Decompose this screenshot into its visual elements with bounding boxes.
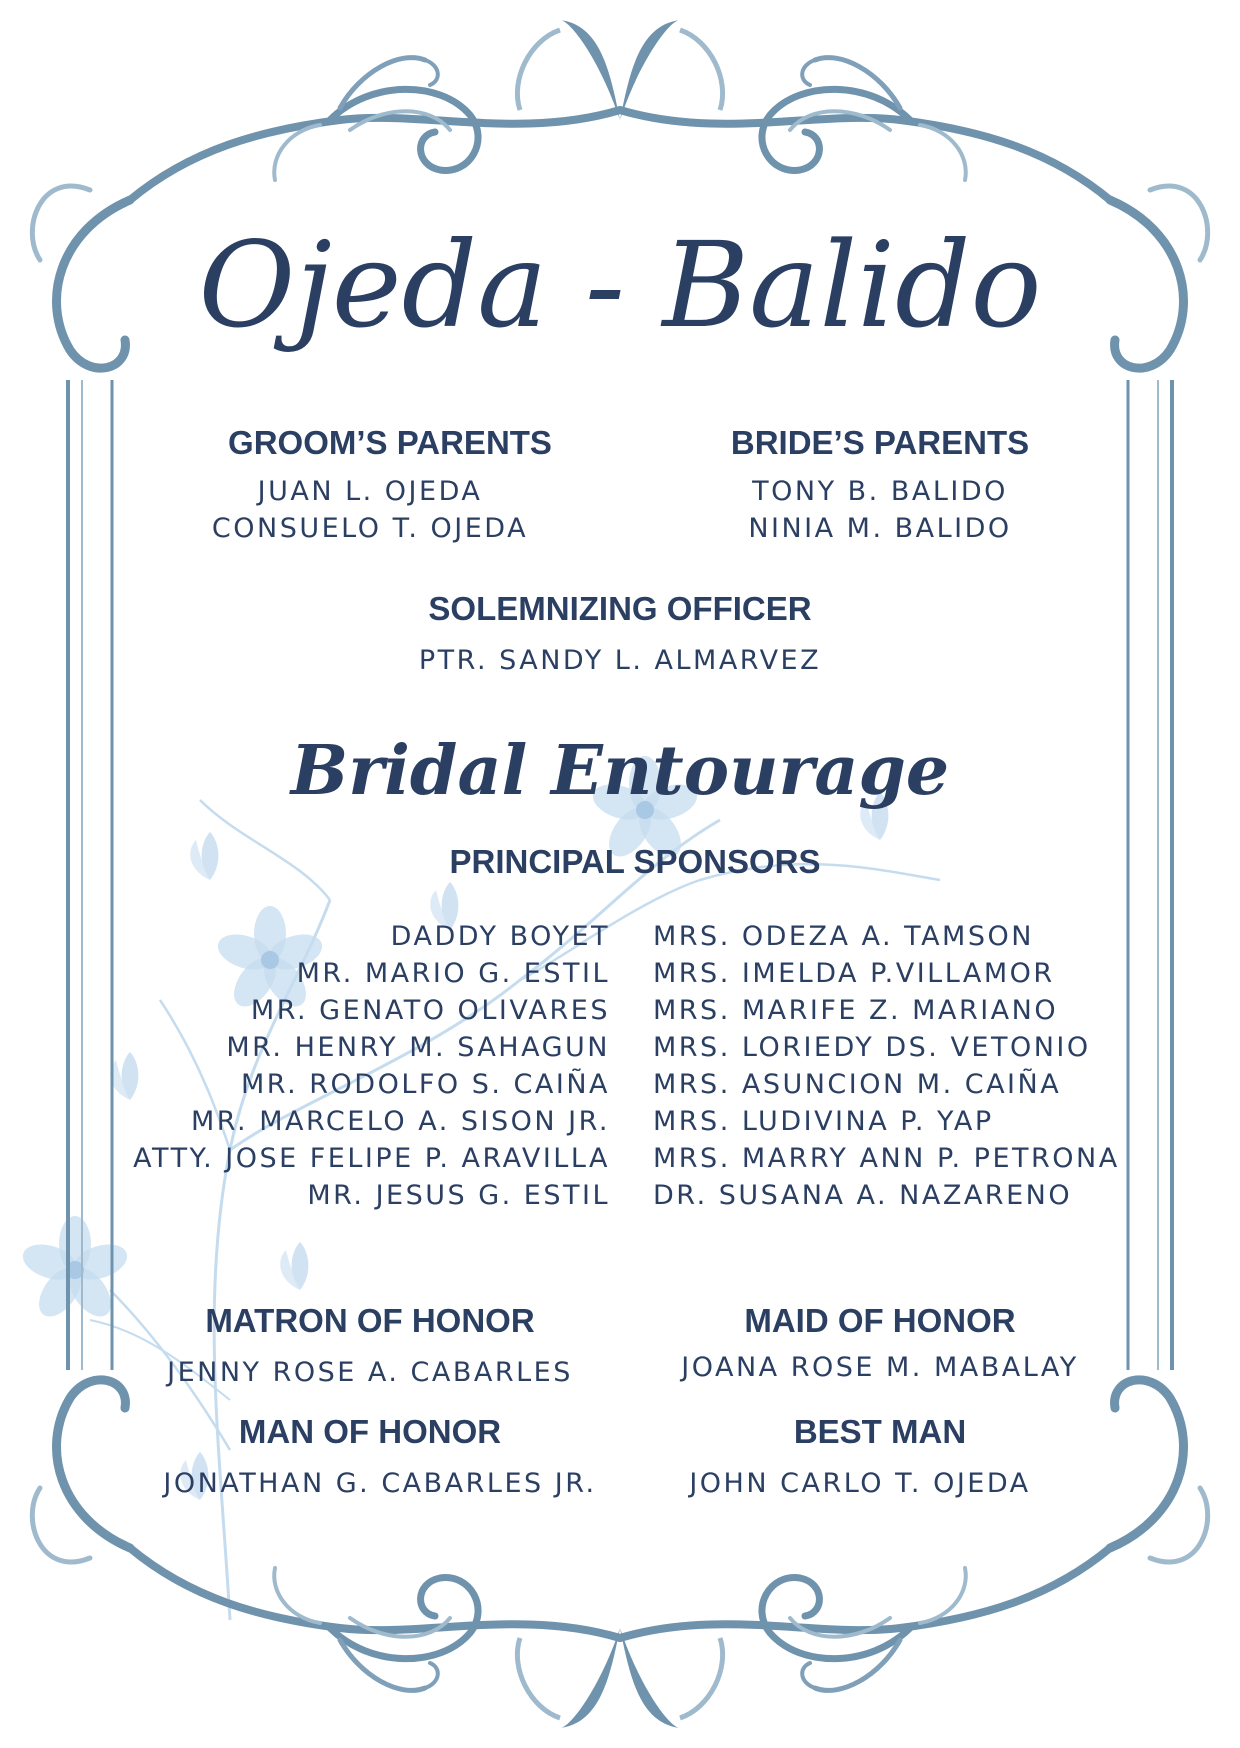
sponsor-name: MR. GENATO OLIVARES	[250, 995, 610, 1026]
best-man-name: JOHN CARLO T. OJEDA	[689, 1468, 1031, 1499]
groom-parent-name: JUAN L. OJEDA	[257, 476, 483, 507]
sponsor-name: MRS. LUDIVINA P. YAP	[653, 1106, 994, 1137]
groom-parent-name: CONSUELO T. OJEDA	[211, 513, 529, 544]
man-of-honor-heading: MAN OF HONOR	[238, 1413, 502, 1450]
sponsor-name: MRS. IMELDA P.VILLAMOR	[653, 958, 1055, 989]
sponsor-name: DR. SUSANA A. NAZARENO	[653, 1180, 1073, 1211]
sponsor-name: MR. MARIO G. ESTIL	[296, 958, 610, 989]
bride-parent-name: NINIA M. BALIDO	[748, 513, 1012, 544]
sponsor-name: MRS. ODEZA A. TAMSON	[653, 921, 1034, 952]
bride-parents-heading: BRIDE’S PARENTS	[730, 424, 1030, 461]
bride-parent-name: TONY B. BALIDO	[752, 476, 1008, 507]
sponsor-name: MRS. ASUNCION M. CAIÑA	[653, 1069, 1062, 1100]
couple-title: Ojeda - Balido	[198, 216, 1042, 354]
sponsor-name: MR. HENRY M. SAHAGUN	[226, 1032, 610, 1063]
solemnizing-officer-heading: SOLEMNIZING OFFICER	[428, 590, 812, 627]
sponsor-name: MR. MARCELO A. SISON JR.	[190, 1106, 610, 1137]
best-man-heading: BEST MAN	[793, 1413, 967, 1450]
sponsors-left-column	[110, 918, 610, 1214]
man-of-honor-name: JONATHAN G. CABARLES JR.	[163, 1468, 597, 1499]
sponsors-right-column	[653, 918, 1123, 1214]
maid-of-honor-heading: MAID OF HONOR	[744, 1302, 1016, 1339]
groom-parents-heading: GROOM’S PARENTS	[228, 424, 552, 461]
sponsor-name: MRS. MARRY ANN P. PETRONA	[653, 1143, 1120, 1174]
entourage-title: Bridal Entourage	[290, 731, 950, 811]
sponsor-name: MR. RODOLFO S. CAIÑA	[241, 1069, 610, 1100]
sponsor-name: ATTY. JOSE FELIPE P. ARAVILLA	[133, 1143, 610, 1174]
solemnizing-officer-name: PTR. SANDY L. ALMARVEZ	[418, 645, 822, 676]
maid-of-honor-name: JOANA ROSE M. MABALAY	[681, 1352, 1079, 1383]
sponsor-name: MRS. MARIFE Z. MARIANO	[653, 995, 1059, 1026]
sponsor-name: MR. JESUS G. ESTIL	[307, 1180, 610, 1211]
sponsor-name: MRS. LORIEDY DS. VETONIO	[653, 1032, 1091, 1063]
matron-of-honor-heading: MATRON OF HONOR	[205, 1302, 535, 1339]
principal-sponsors-heading: PRINCIPAL SPONSORS	[449, 843, 821, 880]
sponsor-name: DADDY BOYET	[390, 921, 610, 952]
matron-of-honor-name: JENNY ROSE A. CABARLES	[167, 1357, 573, 1388]
